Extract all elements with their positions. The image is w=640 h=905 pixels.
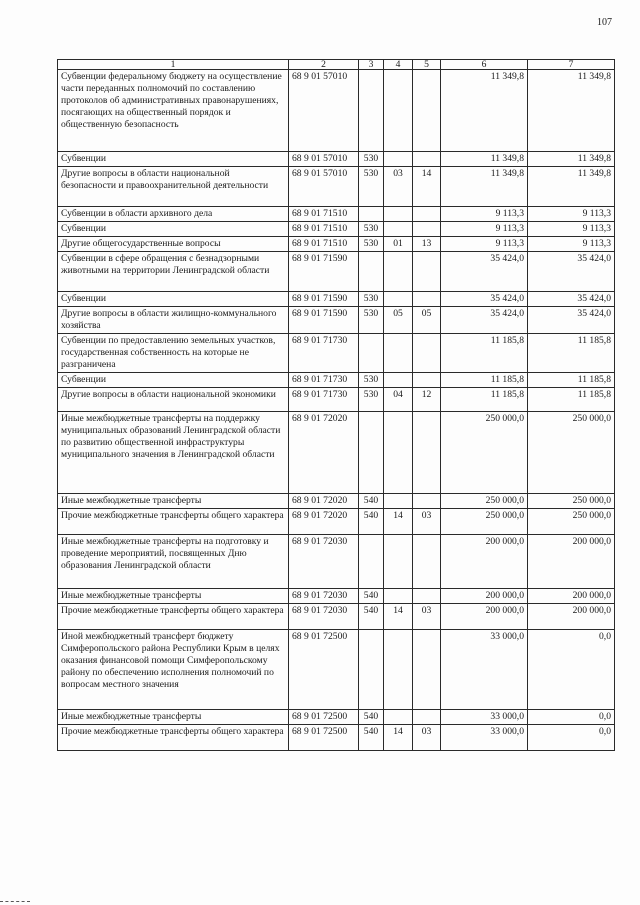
row-name-cell: Субвенции по предоставлению земельных участков, государственная собственность на которые не разграничена	[58, 334, 289, 373]
section-cell: 05	[384, 307, 413, 334]
target-article-cell: 68 9 01 72020	[289, 412, 359, 494]
target-article-cell: 68 9 01 71510	[289, 237, 359, 252]
row-name-cell: Иные межбюджетные трансферты на подготовку и проведение мероприятий, посвященных Дню образования Ленинградской области	[58, 535, 289, 589]
amount-col6-cell: 200 000,0	[441, 589, 528, 604]
subsection-cell	[413, 334, 441, 373]
expense-type-cell	[359, 535, 384, 589]
section-cell	[384, 334, 413, 373]
subsection-cell	[413, 589, 441, 604]
amount-col7-cell: 250 000,0	[528, 412, 615, 494]
amount-col7-cell: 0,0	[528, 630, 615, 710]
target-article-cell: 68 9 01 72020	[289, 509, 359, 535]
amount-col7-cell: 200 000,0	[528, 535, 615, 589]
amount-col6-cell: 9 113,3	[441, 207, 528, 222]
amount-col7-cell: 200 000,0	[528, 589, 615, 604]
amount-col7-cell: 0,0	[528, 710, 615, 725]
target-article-cell: 68 9 01 71730	[289, 334, 359, 373]
amount-col7-cell: 11 185,8	[528, 373, 615, 388]
amount-col7-cell: 11 349,8	[528, 152, 615, 167]
subsection-cell	[413, 630, 441, 710]
row-name-cell: Другие вопросы в области жилищно-коммунального хозяйства	[58, 307, 289, 334]
table-row	[58, 604, 615, 630]
table-row	[58, 725, 615, 751]
subsection-cell	[413, 207, 441, 222]
table-row	[58, 152, 615, 167]
subsection-cell	[413, 252, 441, 292]
amount-col6-cell: 33 000,0	[441, 630, 528, 710]
row-name-cell: Иные межбюджетные трансферты	[58, 494, 289, 509]
column-header: 4	[384, 60, 413, 70]
section-cell	[384, 589, 413, 604]
table-row	[58, 167, 615, 207]
expense-type-cell	[359, 252, 384, 292]
target-article-cell: 68 9 01 71510	[289, 222, 359, 237]
row-name-cell: Субвенции в области архивного дела	[58, 207, 289, 222]
subsection-cell	[413, 222, 441, 237]
table-row	[58, 535, 615, 589]
table-row	[58, 252, 615, 292]
row-name-cell: Субвенции федеральному бюджету на осуществление части переданных полномочий по составлению протоколов об административных правонарушениях, посягающих на общественный порядок и общественную безопасность	[58, 70, 289, 152]
expense-type-cell: 540	[359, 494, 384, 509]
row-name-cell: Другие вопросы в области национальной экономики	[58, 388, 289, 412]
subsection-cell	[413, 412, 441, 494]
column-header: 1	[58, 60, 289, 70]
row-name-cell: Иные межбюджетные трансферты	[58, 710, 289, 725]
section-cell: 14	[384, 509, 413, 535]
target-article-cell: 68 9 01 71590	[289, 292, 359, 307]
amount-col6-cell: 11 185,8	[441, 334, 528, 373]
amount-col6-cell: 35 424,0	[441, 307, 528, 334]
table-row	[58, 589, 615, 604]
amount-col7-cell: 9 113,3	[528, 237, 615, 252]
budget-table	[57, 59, 615, 751]
section-cell: 14	[384, 725, 413, 751]
expense-type-cell: 530	[359, 307, 384, 334]
subsection-cell: 13	[413, 237, 441, 252]
target-article-cell: 68 9 01 71730	[289, 373, 359, 388]
subsection-cell	[413, 535, 441, 589]
expense-type-cell: 530	[359, 388, 384, 412]
expense-type-cell	[359, 334, 384, 373]
target-article-cell: 68 9 01 71590	[289, 252, 359, 292]
target-article-cell: 68 9 01 57010	[289, 70, 359, 152]
subsection-cell	[413, 152, 441, 167]
footer-divider	[0, 901, 30, 902]
amount-col6-cell: 35 424,0	[441, 292, 528, 307]
table-row	[58, 388, 615, 412]
row-name-cell: Субвенции	[58, 373, 289, 388]
target-article-cell: 68 9 01 71510	[289, 207, 359, 222]
amount-col7-cell: 0,0	[528, 725, 615, 751]
expense-type-cell: 530	[359, 152, 384, 167]
expense-type-cell: 540	[359, 604, 384, 630]
expense-type-cell: 530	[359, 167, 384, 207]
subsection-cell: 03	[413, 509, 441, 535]
amount-col6-cell: 11 185,8	[441, 373, 528, 388]
subsection-cell: 05	[413, 307, 441, 334]
section-cell	[384, 412, 413, 494]
expense-type-cell	[359, 70, 384, 152]
table-row	[58, 237, 615, 252]
table-row	[58, 373, 615, 388]
amount-col6-cell: 250 000,0	[441, 412, 528, 494]
table-row	[58, 630, 615, 710]
subsection-cell	[413, 710, 441, 725]
amount-col7-cell: 9 113,3	[528, 207, 615, 222]
expense-type-cell: 530	[359, 373, 384, 388]
row-name-cell: Субвенции	[58, 152, 289, 167]
amount-col6-cell: 11 185,8	[441, 388, 528, 412]
row-name-cell: Иные межбюджетные трансферты	[58, 589, 289, 604]
section-cell	[384, 292, 413, 307]
section-cell: 01	[384, 237, 413, 252]
amount-col6-cell: 11 349,8	[441, 152, 528, 167]
subsection-cell	[413, 494, 441, 509]
table-row	[58, 70, 615, 152]
amount-col7-cell: 35 424,0	[528, 252, 615, 292]
target-article-cell: 68 9 01 72030	[289, 589, 359, 604]
amount-col7-cell: 11 349,8	[528, 167, 615, 207]
target-article-cell: 68 9 01 72030	[289, 535, 359, 589]
amount-col6-cell: 9 113,3	[441, 237, 528, 252]
amount-col6-cell: 35 424,0	[441, 252, 528, 292]
expense-type-cell: 530	[359, 292, 384, 307]
expense-type-cell: 530	[359, 237, 384, 252]
row-name-cell: Субвенции	[58, 222, 289, 237]
row-name-cell: Другие общегосударственные вопросы	[58, 237, 289, 252]
expense-type-cell	[359, 207, 384, 222]
section-cell	[384, 373, 413, 388]
table-row	[58, 494, 615, 509]
section-cell: 14	[384, 604, 413, 630]
expense-type-cell	[359, 630, 384, 710]
row-name-cell: Субвенции	[58, 292, 289, 307]
amount-col7-cell: 200 000,0	[528, 604, 615, 630]
section-cell	[384, 252, 413, 292]
subsection-cell	[413, 70, 441, 152]
row-name-cell: Субвенции в сфере обращения с безнадзорными животными на территории Ленинградской области	[58, 252, 289, 292]
subsection-cell: 03	[413, 725, 441, 751]
section-cell	[384, 207, 413, 222]
column-header: 5	[413, 60, 441, 70]
subsection-cell	[413, 292, 441, 307]
column-header: 2	[289, 60, 359, 70]
page-number: 107	[597, 17, 612, 28]
amount-col7-cell: 11 185,8	[528, 334, 615, 373]
section-cell	[384, 70, 413, 152]
amount-col7-cell: 11 349,8	[528, 70, 615, 152]
expense-type-cell	[359, 412, 384, 494]
amount-col7-cell: 35 424,0	[528, 307, 615, 334]
target-article-cell: 68 9 01 57010	[289, 167, 359, 207]
table-row	[58, 207, 615, 222]
amount-col6-cell: 250 000,0	[441, 509, 528, 535]
target-article-cell: 68 9 01 72500	[289, 725, 359, 751]
amount-col6-cell: 11 349,8	[441, 167, 528, 207]
header-row	[58, 60, 615, 70]
expense-type-cell: 540	[359, 725, 384, 751]
row-name-cell: Прочие межбюджетные трансферты общего характера	[58, 509, 289, 535]
table-row	[58, 292, 615, 307]
amount-col6-cell: 250 000,0	[441, 494, 528, 509]
section-cell	[384, 494, 413, 509]
amount-col6-cell: 33 000,0	[441, 710, 528, 725]
target-article-cell: 68 9 01 72500	[289, 710, 359, 725]
column-header: 7	[528, 60, 615, 70]
target-article-cell: 68 9 01 72030	[289, 604, 359, 630]
row-name-cell: Прочие межбюджетные трансферты общего характера	[58, 604, 289, 630]
table-body	[58, 70, 615, 751]
amount-col6-cell: 9 113,3	[441, 222, 528, 237]
section-cell: 03	[384, 167, 413, 207]
expense-type-cell: 540	[359, 589, 384, 604]
section-cell	[384, 630, 413, 710]
amount-col6-cell: 11 349,8	[441, 70, 528, 152]
table-row	[58, 710, 615, 725]
column-header: 3	[359, 60, 384, 70]
table-row	[58, 334, 615, 373]
row-name-cell: Другие вопросы в области национальной безопасности и правоохранительной деятельности	[58, 167, 289, 207]
section-cell: 04	[384, 388, 413, 412]
amount-col6-cell: 33 000,0	[441, 725, 528, 751]
target-article-cell: 68 9 01 71590	[289, 307, 359, 334]
table-row	[58, 307, 615, 334]
expense-type-cell: 530	[359, 222, 384, 237]
amount-col7-cell: 250 000,0	[528, 494, 615, 509]
amount-col7-cell: 35 424,0	[528, 292, 615, 307]
subsection-cell: 12	[413, 388, 441, 412]
section-cell	[384, 222, 413, 237]
table-row	[58, 222, 615, 237]
amount-col7-cell: 11 185,8	[528, 388, 615, 412]
section-cell	[384, 710, 413, 725]
column-header: 6	[441, 60, 528, 70]
subsection-cell: 03	[413, 604, 441, 630]
subsection-cell: 14	[413, 167, 441, 207]
table-row	[58, 412, 615, 494]
row-name-cell: Иной межбюджетный трансферт бюджету Симферопольского района Республики Крым в целях оказания финансовой помощи Симферопольскому району по обеспечению исполнения полномочий по вопросам местного значения	[58, 630, 289, 710]
amount-col7-cell: 250 000,0	[528, 509, 615, 535]
target-article-cell: 68 9 01 72500	[289, 630, 359, 710]
expense-type-cell: 540	[359, 509, 384, 535]
row-name-cell: Иные межбюджетные трансферты на поддержку муниципальных образований Ленинградской области по развитию общественной инфраструктуры муниципального значения в Ленинградской области	[58, 412, 289, 494]
amount-col7-cell: 9 113,3	[528, 222, 615, 237]
amount-col6-cell: 200 000,0	[441, 535, 528, 589]
table-row	[58, 509, 615, 535]
section-cell	[384, 152, 413, 167]
target-article-cell: 68 9 01 57010	[289, 152, 359, 167]
amount-col6-cell: 200 000,0	[441, 604, 528, 630]
target-article-cell: 68 9 01 71730	[289, 388, 359, 412]
section-cell	[384, 535, 413, 589]
subsection-cell	[413, 373, 441, 388]
row-name-cell: Прочие межбюджетные трансферты общего характера	[58, 725, 289, 751]
target-article-cell: 68 9 01 72020	[289, 494, 359, 509]
expense-type-cell: 540	[359, 710, 384, 725]
